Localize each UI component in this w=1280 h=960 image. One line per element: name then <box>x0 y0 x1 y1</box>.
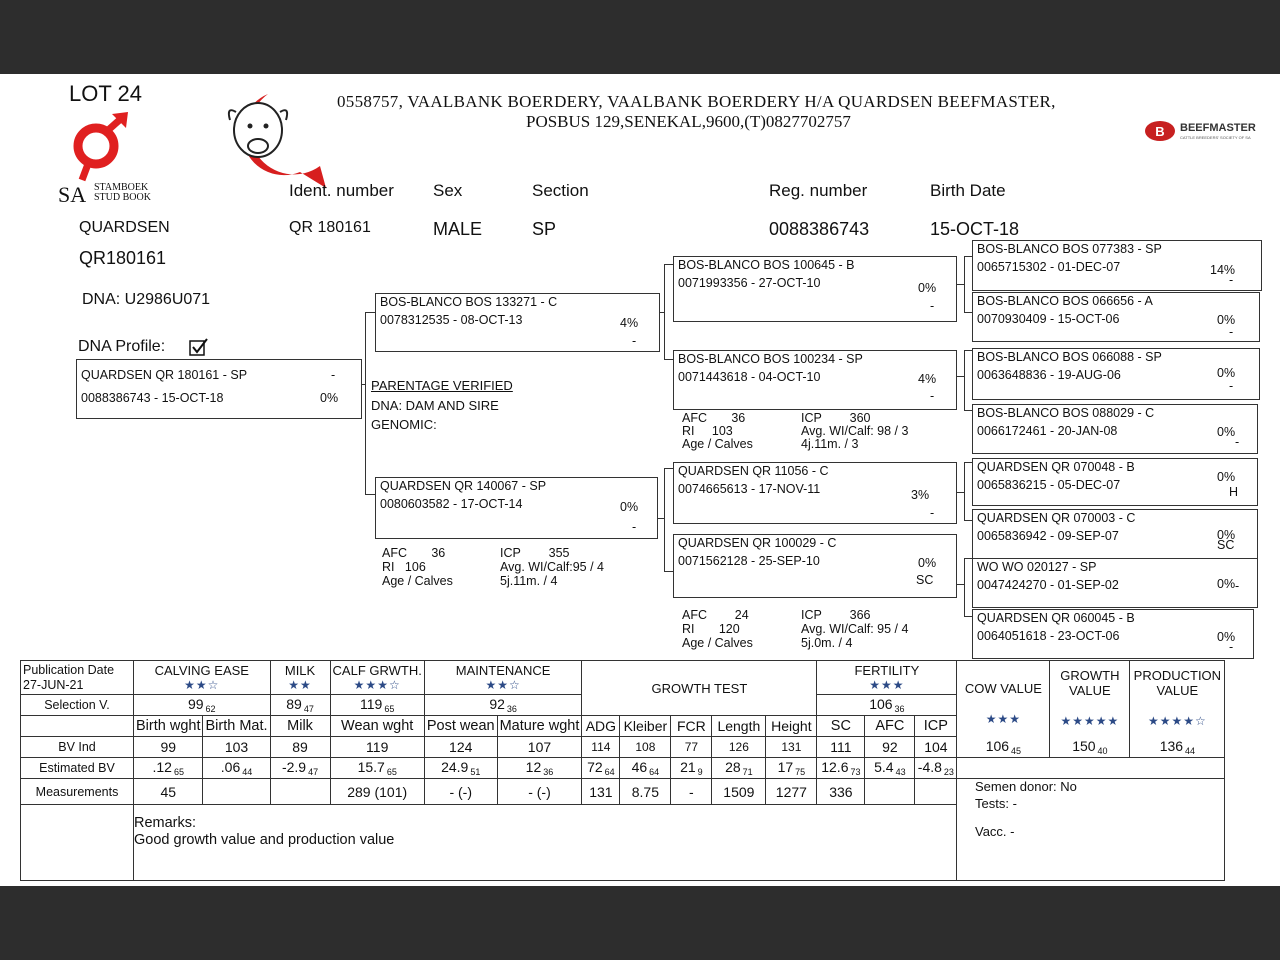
estimated-bv-cell: 5.4 $_{43}$ <box>865 758 915 779</box>
calving-ease-header: CALVING EASE ★★☆ <box>134 661 271 695</box>
measurement-cell <box>203 779 270 805</box>
bv-index-cell: 77 <box>671 737 712 758</box>
section-value: SP <box>532 219 557 239</box>
bv-index-cell: 111 <box>817 737 865 758</box>
great-grandparent-box: QUARDSEN QR 060045 - B 0064051618 - 23-OCT-06 0% - <box>972 609 1254 659</box>
grandparent-box: QUARDSEN QR 100029 - C 0071562128 - 25-SEP-10 0% SC <box>673 534 957 598</box>
beefmaster-name: BEEFMASTER <box>1180 122 1256 134</box>
dna-profile-label: DNA Profile: <box>78 338 166 355</box>
svg-text:B: B <box>1155 124 1165 139</box>
column-header: Wean wght <box>330 716 424 737</box>
bv-index-cell: 107 <box>497 737 582 758</box>
estimated-bv-cell: 24.9 $_{51}$ <box>424 758 497 779</box>
sex-value: MALE <box>433 219 483 239</box>
column-header: Kleiber <box>620 716 671 737</box>
grandmother1-stats: AFC 36 RI 103 Age / Calves <box>682 411 753 451</box>
measurement-cell: 131 <box>582 779 620 805</box>
section-header: Section <box>532 181 589 200</box>
sire-box: BOS-BLANCO BOS 133271 - C 0078312535 - 08-OCT-13 4% - <box>375 293 660 352</box>
estimated-bv-cell: 46 $_{64}$ <box>620 758 671 779</box>
grandmother1-stats-right: ICP 360 Avg. WI/Calf: 98 / 3 4j.11m. / 3 <box>801 411 909 451</box>
milk-header: MILK ★★ <box>270 661 330 695</box>
selection-milk: 89 $_{47}$ <box>270 695 330 716</box>
selection-maint: 92 $_{36}$ <box>424 695 582 716</box>
column-header: AFC <box>865 716 915 737</box>
column-header: Birth Mat. <box>203 716 270 737</box>
growth-value-header: GROWTH VALUE ★★★★★ <box>1050 661 1130 737</box>
great-grandparent-box: BOS-BLANCO BOS 077383 - SP 0065715302 - 01-DEC-07 14% - <box>972 240 1262 291</box>
reg-value: 0088386743 <box>769 219 870 239</box>
column-header: SC <box>817 716 865 737</box>
grandparent-box: BOS-BLANCO BOS 100645 - B 0071993356 - 27-OCT-10 0% - <box>673 256 957 322</box>
bv-index-cell: 104 <box>915 737 957 758</box>
production-value-header: PRODUCTION VALUE ★★★★☆ <box>1130 661 1225 737</box>
estimated-bv-cell: 12.6 $_{73}$ <box>817 758 865 779</box>
great-grandparent-box: BOS-BLANCO BOS 088029 - C 0066172461 - 20-JAN-08 0% - <box>972 404 1258 454</box>
measurement-cell: - (-) <box>424 779 497 805</box>
checkbox-checked-icon <box>189 338 209 356</box>
measurement-cell: - (-) <box>497 779 582 805</box>
great-grandparent-box: BOS-BLANCO BOS 066088 - SP 0063648836 - 19-AUG-06 0% - <box>972 348 1260 400</box>
measurement-cell: 1509 <box>712 779 766 805</box>
estimated-bv-cell: .06 $_{44}$ <box>203 758 270 779</box>
column-header: Height <box>766 716 817 737</box>
measurement-cell <box>270 779 330 805</box>
column-header: Milk <box>270 716 330 737</box>
animal-id: QR180161 <box>79 248 167 268</box>
estimated-bv-cell: 15.7 $_{65}$ <box>330 758 424 779</box>
calf-growth-header: CALF GRWTH. ★★★☆ <box>330 661 424 695</box>
birth-header: Birth Date <box>930 181 1006 200</box>
great-grandparent-box: WO WO 020127 - SP 0047424270 - 01-SEP-02 0% - <box>972 558 1258 608</box>
column-header: ICP <box>915 716 957 737</box>
value-index-prod: 136 $_{44}$ <box>1130 737 1225 758</box>
value-index-cow: 106 $_{45}$ <box>957 737 1050 758</box>
remarks-cell: Remarks: Good growth value and production value <box>134 805 957 881</box>
bv-index-cell: 99 <box>134 737 203 758</box>
estimated-bv-cell: .12 $_{65}$ <box>134 758 203 779</box>
parentage-dna: DNA: DAM AND SIRE <box>371 398 499 413</box>
lot-number: LOT 24 <box>69 81 142 106</box>
dam-stats: AFC 36 RI 106 Age / Calves <box>382 546 453 588</box>
great-grandparent-box: BOS-BLANCO BOS 066656 - A 0070930409 - 15-OCT-06 0% - <box>972 292 1260 342</box>
column-header: Mature wght <box>497 716 582 737</box>
bv-index-cell: 114 <box>582 737 620 758</box>
tests: Tests: - <box>975 796 1017 811</box>
measurement-cell <box>915 779 957 805</box>
bv-index-cell: 92 <box>865 737 915 758</box>
bv-index-cell: 108 <box>620 737 671 758</box>
dna-code: DNA: U2986U071 <box>82 291 211 308</box>
subject-animal-box: QUARDSEN QR 180161 - SP - 0088386743 - 15-OCT-18 0% <box>76 359 362 419</box>
measurement-cell: 45 <box>134 779 203 805</box>
bull-head-logo-icon <box>222 90 332 190</box>
breeder-line2: POSBUS 129,SENEKAL,9600,(T)0827702757 <box>526 112 851 131</box>
selection-fertility: 106 $_{36}$ <box>817 695 957 716</box>
maintenance-header: MAINTENANCE ★★☆ <box>424 661 582 695</box>
column-header: FCR <box>671 716 712 737</box>
measurements-label: Measurements <box>21 779 134 805</box>
bv-index-label: BV Ind <box>21 737 134 758</box>
ident-header: Ident. number <box>289 181 394 200</box>
selection-calving: 99 $_{62}$ <box>134 695 271 716</box>
parentage-genomic: GENOMIC: <box>371 417 437 432</box>
parentage-verified: PARENTAGE VERIFIED <box>371 378 513 393</box>
great-grandparent-box: QUARDSEN QR 070003 - C 0065836942 - 09-SEP-07 0% SC <box>972 509 1258 559</box>
beefmaster-logo-icon <box>1144 120 1176 142</box>
breeder-line1: 0558757, VAALBANK BOERDERY, VAALBANK BOERDERY H/A QUARDSEN BEEFMASTER, <box>337 92 1056 111</box>
bv-index-cell: 126 <box>712 737 766 758</box>
measurement-cell: - <box>671 779 712 805</box>
dam-stats-right: ICP 355 Avg. WI/Calf:95 / 4 5j.11m. / 4 <box>500 546 604 588</box>
value-index-growth: 150 $_{40}$ <box>1050 737 1130 758</box>
column-header: Length <box>712 716 766 737</box>
stud-book-sa: SA <box>58 182 87 207</box>
grandmother2-stats-right: ICP 366 Avg. WI/Calf: 95 / 4 5j.0m. / 4 <box>801 608 909 650</box>
estimated-bv-cell: -2.9 $_{47}$ <box>270 758 330 779</box>
stud-book-text: STAMBOEK STUD BOOK <box>94 182 151 203</box>
measurement-cell: 336 <box>817 779 865 805</box>
ident-value: QR 180161 <box>289 219 371 236</box>
grandmother2-stats: AFC 24 RI 120 Age / Calves <box>682 608 753 650</box>
bv-index-cell: 131 <box>766 737 817 758</box>
birth-value: 15-OCT-18 <box>930 219 1020 239</box>
estimated-bv-cell: 28 $_{71}$ <box>712 758 766 779</box>
estimated-bv-cell: 21 $_9$ <box>671 758 712 779</box>
grandparent-box: BOS-BLANCO BOS 100234 - SP 0071443618 - 04-OCT-10 4% - <box>673 350 957 410</box>
reg-header: Reg. number <box>769 181 868 200</box>
growth-test-header: GROWTH TEST <box>582 661 817 716</box>
selection-calf: 119 $_{65}$ <box>330 695 424 716</box>
bv-index-cell: 124 <box>424 737 497 758</box>
performance-table <box>20 660 1225 881</box>
cow-value-header: COW VALUE ★★★ <box>957 661 1050 737</box>
bv-index-cell: 119 <box>330 737 424 758</box>
estimated-bv-cell: 17 $_{75}$ <box>766 758 817 779</box>
publication-date-cell: Publication Date 27-JUN-21 <box>21 661 134 695</box>
estimated-bv-cell: 12 $_{36}$ <box>497 758 582 779</box>
bv-index-cell: 103 <box>203 737 270 758</box>
herd-name: QUARDSEN <box>79 219 170 236</box>
bv-index-cell: 89 <box>270 737 330 758</box>
sex-header: Sex <box>433 181 463 200</box>
fertility-header: FERTILITY ★★★ <box>817 661 957 695</box>
beefmaster-sub: CATTLE BREEDERS' SOCIETY OF SA <box>1180 135 1251 140</box>
measurement-cell: 289 (101) <box>330 779 424 805</box>
dam-box: QUARDSEN QR 140067 - SP 0080603582 - 17-OCT-14 0% - <box>375 477 658 539</box>
measurement-cell: 8.75 <box>620 779 671 805</box>
estimated-bv-cell: -4.8 $_{23}$ <box>915 758 957 779</box>
great-grandparent-box: QUARDSEN QR 070048 - B 0065836215 - 05-DEC-07 0% H <box>972 458 1258 506</box>
column-header: Post wean <box>424 716 497 737</box>
estimated-bv-label: Estimated BV <box>21 758 134 779</box>
semen-donor: Semen donor: No <box>975 779 1077 794</box>
column-header: ADG <box>582 716 620 737</box>
measurement-cell <box>865 779 915 805</box>
measurement-cell: 1277 <box>766 779 817 805</box>
selection-label: Selection V. <box>21 695 134 716</box>
column-header: Birth wght <box>134 716 203 737</box>
stud-book-symbol-icon <box>68 112 130 184</box>
pedigree-certificate <box>0 74 1280 886</box>
grandparent-box: QUARDSEN QR 11056 - C 0074665613 - 17-NOV-11 3% - <box>673 462 957 524</box>
estimated-bv-cell: 72 $_{64}$ <box>582 758 620 779</box>
vaccinations: Vacc. - <box>975 824 1015 839</box>
